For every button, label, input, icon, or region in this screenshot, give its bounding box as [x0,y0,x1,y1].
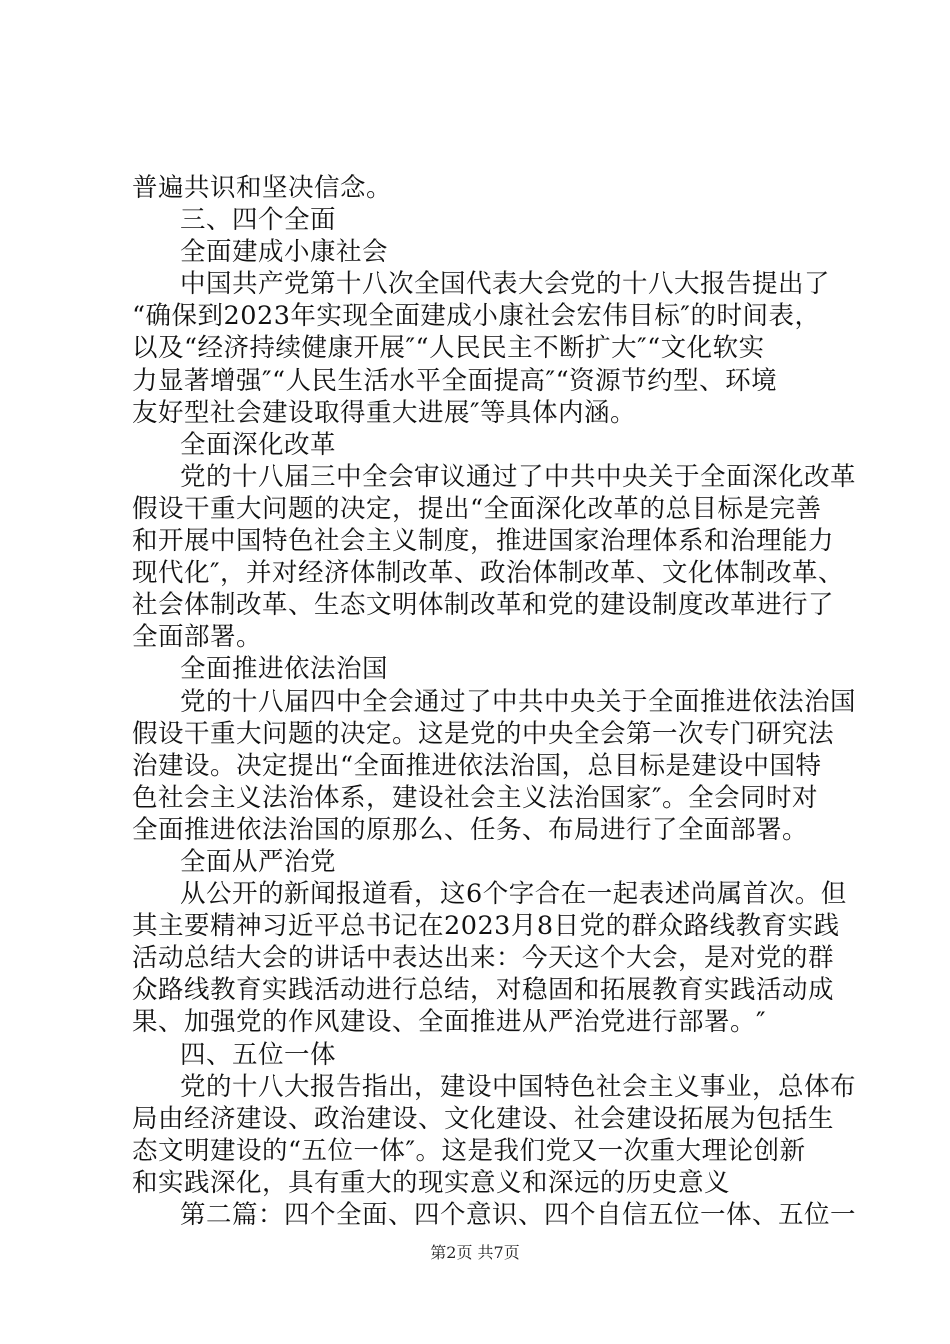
text-line: 友好型社会建设取得重大进展″等具体内涵。 [132,397,637,428]
text-line: 果、加强党的作风建设、全面推进从严治党进行部署。″ [132,1007,767,1038]
text-line: 普遍共识和坚决信念。 [132,173,393,203]
document-body [132,172,857,1231]
text-line: 从公开的新闻报道看，这6个字合在一起表述尚属首次。但 [180,879,847,910]
text-line: 全面深化改革 [180,429,337,460]
text-line: “确保到2023年实现全面建成小康社会宏伟目标″的时间表， [132,301,821,332]
text-line: 党的十八大报告指出，建设中国特色社会主义事业，总体布 [180,1071,857,1102]
text-line: 治建设。决定提出“全面推进依法治国，总目标是建设中国特 [132,750,822,781]
text-line: 党的十八届三中全会审议通过了中共中央关于全面深化改革 [180,461,857,492]
text-line: 全面建成小康社会 [180,237,389,268]
page-footer: 第2页 共7页 [430,1243,520,1262]
text-line: 中国共产党第十八次全国代表大会党的十八大报告提出了 [180,269,831,300]
text-line: 力显著增强″“人民生活水平全面提高″“资源节约型、环境 [132,365,778,396]
text-line: 社会体制改革、生态文明体制改革和党的建设制度改革进行了 [132,590,835,621]
text-line: 局由经济建设、政治建设、文化建设、社会建设拓展为包括生 [132,1103,835,1134]
text-line: 假设干重大问题的决定，提出“全面深化改革的总目标是完善 [132,493,822,524]
text-line: 全面推进依法治国 [180,654,389,685]
text-line: 和开展中国特色社会主义制度，推进国家治理体系和治理能力 [132,526,835,557]
text-line: 全面从严治党 [180,846,337,877]
text-line: 现代化″，并对经济体制改革、政治体制改革、文化体制改革、 [132,558,845,589]
text-line: 色社会主义法治体系，建设社会主义法治国家″。全会同时对 [132,782,819,813]
text-line: 三、四个全面 [180,205,337,236]
text-line: 和实践深化，具有重大的现实意义和深远的历史意义 [132,1167,731,1198]
text-line: 党的十八届四中全会通过了中共中央关于全面推进依法治国 [180,686,857,717]
text-line: 全面部署。 [132,622,263,653]
text-line: 活动总结大会的讲话中表达出来：今天这个大会，是对党的群 [132,943,835,974]
text-line: 全面推进依法治国的原那么、任务、布局进行了全面部署。 [132,814,809,845]
text-line: 第二篇：四个全面、四个意识、四个自信五位一体、五位一 [180,1200,857,1230]
text-line: 态文明建设的“五位一体″。这是我们党又一次重大理论创新 [132,1135,806,1166]
text-line: 其主要精神习近平总书记在2023月8日党的群众路线教育实践 [132,911,840,942]
text-line: 四、五位一体 [180,1039,337,1070]
text-line: 以及“经济持续健康开展″“人民民主不断扩大″“文化软实 [132,333,765,364]
text-line: 假设干重大问题的决定。这是党的中央全会第一次专门研究法 [132,718,835,749]
text-line: 众路线教育实践活动进行总结，对稳固和拓展教育实践活动成 [132,975,835,1006]
